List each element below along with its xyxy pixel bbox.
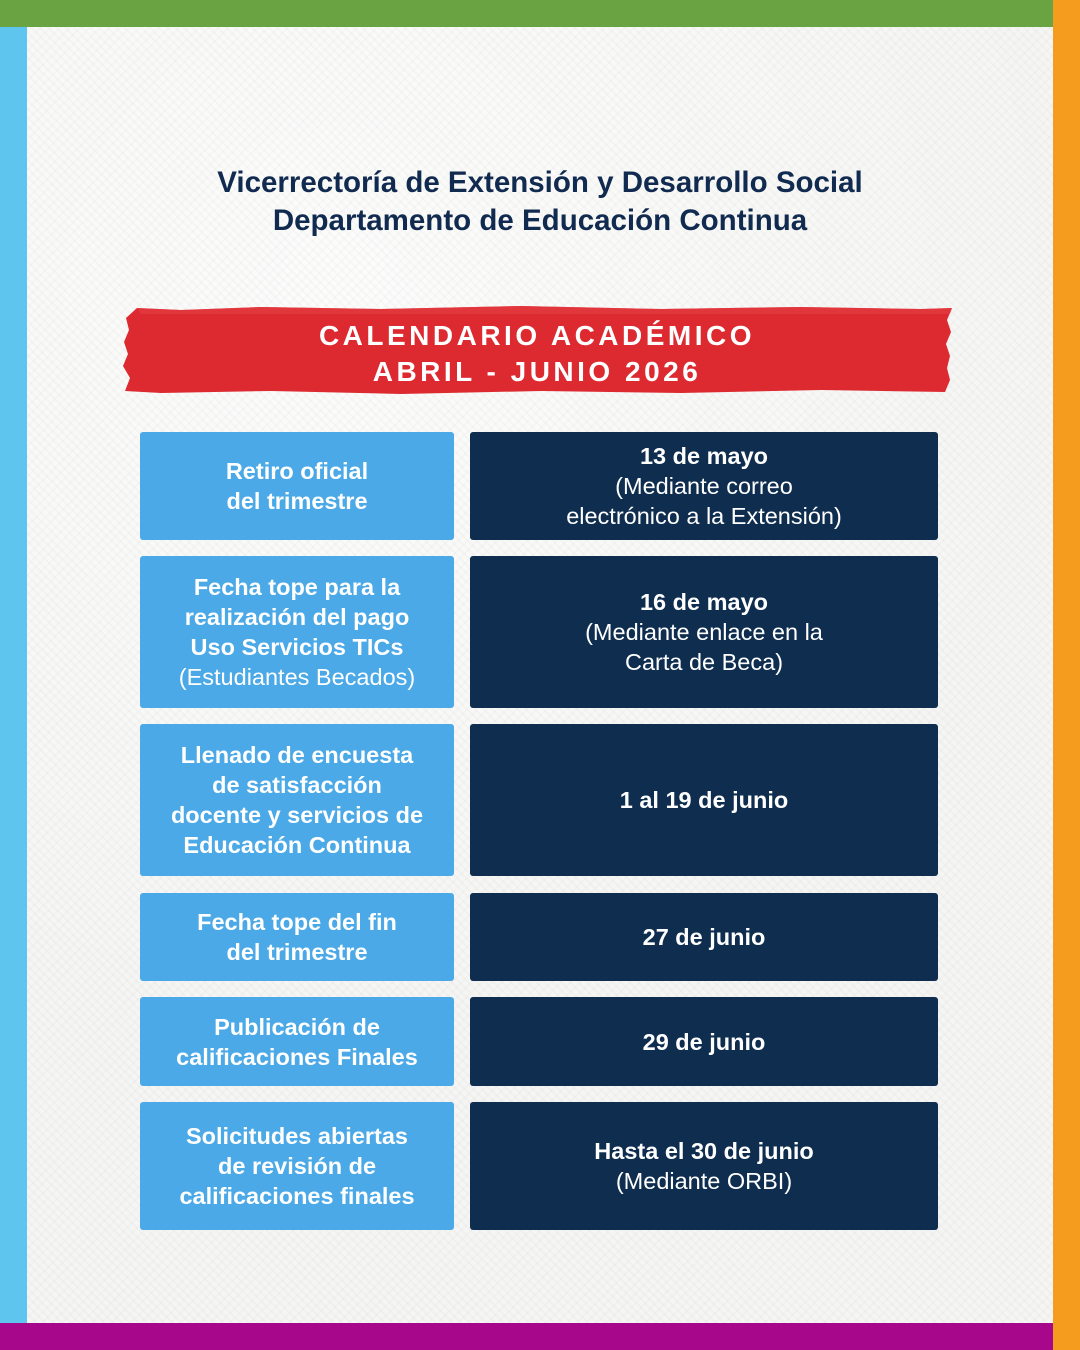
header-vicerrectoria: Vicerrectoría de Extensión y Desarrollo Social <box>217 166 863 199</box>
activity-label-line: de satisfacción <box>212 772 382 798</box>
activity-label-line: de revisión de <box>217 1153 377 1179</box>
date-text: 13 de mayo <box>639 443 768 469</box>
activity-label-line: del trimestre <box>226 939 368 965</box>
activity-label-line: docente y servicios de <box>170 802 424 828</box>
date-text: 1 al 19 de junio <box>619 787 789 813</box>
date-text: 16 de mayo <box>639 589 768 615</box>
activity-label-line: Llenado de encuesta <box>180 742 414 768</box>
activity-label-line: Solicitudes abiertas <box>185 1123 409 1149</box>
page-header <box>27 164 1053 240</box>
border-top-green <box>0 0 1053 27</box>
activity-label-line: Fecha tope para la <box>193 574 401 600</box>
activity-date <box>470 724 938 876</box>
activity-label-line: Fecha tope del fin <box>197 909 397 935</box>
activity-label-line: calificaciones finales <box>179 1183 415 1209</box>
date-text: Hasta el 30 de junio <box>594 1138 814 1164</box>
activity-label <box>140 432 454 540</box>
border-right-orange <box>1053 0 1080 1350</box>
activity-date <box>470 1102 938 1230</box>
activity-label-line: realización del pago <box>184 604 410 630</box>
calendar-row-retiro <box>140 432 938 540</box>
activity-label <box>140 724 454 876</box>
date-text: 27 de junio <box>642 924 766 950</box>
activity-label-line: Educación Continua <box>183 832 411 858</box>
border-bottom-magenta <box>0 1323 1053 1350</box>
calendar-row-publicacion <box>140 997 938 1086</box>
date-detail-line: electrónico a la Extensión) <box>566 503 842 529</box>
date-detail-line: Carta de Beca) <box>624 649 784 675</box>
activity-date <box>470 893 938 981</box>
activity-label-line: calificaciones Finales <box>176 1043 418 1070</box>
banner-title: CALENDARIO ACADÉMICO <box>318 320 756 351</box>
calendar-row-pago-tics <box>140 556 938 708</box>
activity-label-line: del trimestre <box>226 488 368 514</box>
calendar-row-encuesta <box>140 724 938 876</box>
activity-label-line: Publicación de <box>214 1013 380 1040</box>
date-text: 29 de junio <box>642 1028 766 1055</box>
activity-label <box>140 1102 454 1230</box>
activity-label-line: Uso Servicios TICs <box>190 634 404 660</box>
activity-date <box>470 997 938 1086</box>
activity-label-note: (Estudiantes Becados) <box>178 664 416 690</box>
calendar-row-fin-trimestre <box>140 893 938 981</box>
header-departamento: Departamento de Educación Continua <box>272 204 808 237</box>
border-left-blue <box>0 27 27 1323</box>
activity-label-line: Retiro oficial <box>225 458 369 484</box>
date-detail-line: (Mediante enlace en la <box>585 619 823 645</box>
banner-period: ABRIL - JUNIO 2026 <box>372 356 702 387</box>
date-detail-line: (Mediante ORBI) <box>615 1168 793 1194</box>
activity-date <box>470 432 938 540</box>
activity-date <box>470 556 938 708</box>
calendar-row-revision <box>140 1102 938 1230</box>
activity-label <box>140 556 454 708</box>
title-banner <box>121 306 953 394</box>
date-detail-line: (Mediante correo <box>615 473 793 499</box>
activity-label <box>140 997 454 1086</box>
activity-label <box>140 893 454 981</box>
